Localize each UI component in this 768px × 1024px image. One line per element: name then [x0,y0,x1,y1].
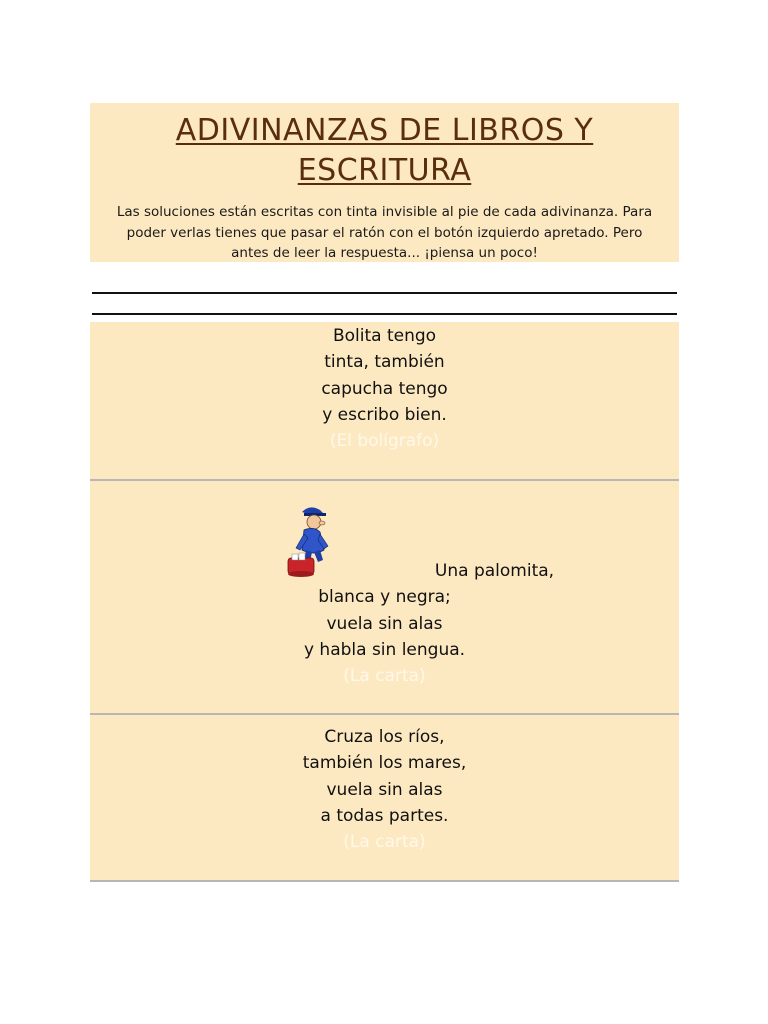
verse-line: blanca y negra; [318,587,451,608]
verse-line: Cruza los ríos, [324,727,445,747]
riddle-verse-1 [90,323,679,454]
verse-line: vuela sin alas [326,613,443,634]
verse-line: también los mares, [302,753,467,774]
riddle-verse-3 [90,724,679,855]
riddle-card-3 [90,715,679,880]
title-line-2: ESCRITURA [297,153,472,188]
verse-line: y habla sin lengua. [303,639,466,660]
riddle-card-2 [90,481,679,713]
hidden-answer[interactable]: (El bolígrafo) [329,431,440,452]
verse-line: Una palomita, [434,561,555,581]
intro-text [100,202,669,264]
verse-line: capucha tengo [321,378,448,399]
riddle-separator [90,880,679,882]
intro-line-2: poder verlas tienes que pasar el ratón con el botón izquierdo apretado. Pero [126,224,643,241]
header-box [90,103,679,262]
riddle-verse-2 [90,558,679,689]
intro-line-1: Las soluciones están escritas con tinta invisible al pie de cada adivinanza. Para [116,204,653,220]
verse-line: tinta, también [324,352,445,373]
hidden-answer[interactable]: (La carta) [343,666,426,687]
riddle-card-1 [90,322,679,479]
verse-line: y escribo bien. [322,404,447,425]
hidden-answer[interactable]: (La carta) [343,832,426,853]
verse-line: a todas partes. [320,805,449,826]
mailman-icon [284,504,334,580]
verse-line: Bolita tengo [332,326,437,346]
title-line-1: ADIVINANZAS DE LIBROS Y [175,113,594,148]
divider-top [92,292,677,294]
divider-bottom [92,313,677,315]
page-title [90,111,679,191]
verse-line: vuela sin alas [326,779,443,800]
intro-line-3: antes de leer la respuesta... ¡piensa un poco! [231,245,538,261]
